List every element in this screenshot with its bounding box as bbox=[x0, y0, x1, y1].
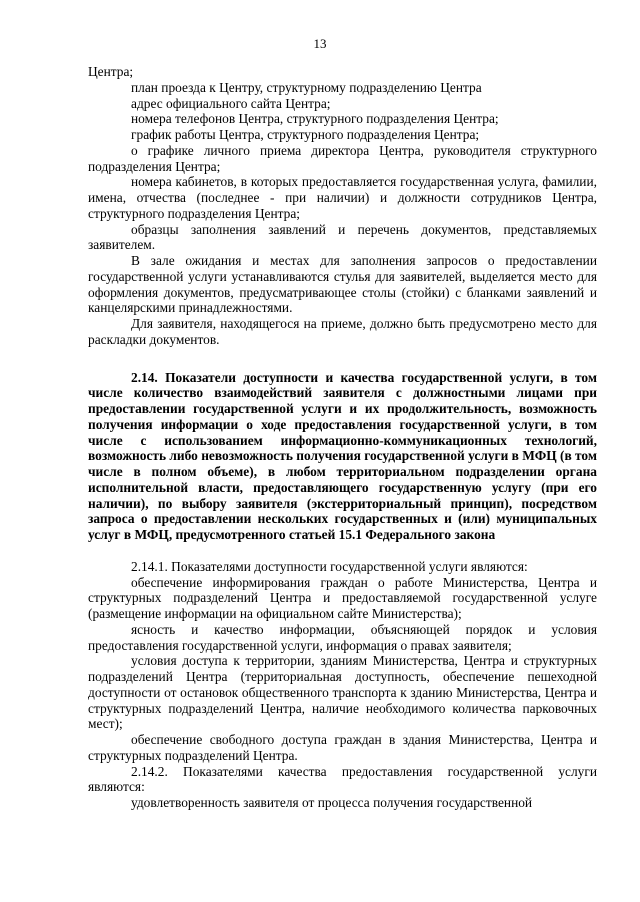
list-item-free-access: обеспечение свободного доступа граждан в здания Министерства, Центра и структурных подразделений Центра. bbox=[88, 732, 597, 763]
paragraph-waiting-area: В зале ожидания и местах для заполнения запросов о предоставлении государственной услуги устанавливаются стулья для заявителей, выделяется место для оформления документов, предусматривающее столы (стойки) с бланками заявлений и канцелярскими принадлежностями. bbox=[88, 253, 597, 316]
document-body bbox=[88, 64, 597, 811]
paragraph-2-14-1: 2.14.1. Показателями доступности государственной услуги являются: bbox=[131, 558, 528, 574]
list-item-reception-schedule: о графике личного приема директора Центра, руководителя структурного подразделения Центра; bbox=[88, 142, 597, 174]
paragraph-2-14-2: 2.14.2. Показателями качества предоставления государственной услуги являются: bbox=[88, 763, 597, 795]
list-item-directions-plan: план проезда к Центру, структурному подразделению Центра bbox=[131, 79, 482, 95]
paragraph-document-place: Для заявителя, находящегося на приеме, должно быть предусмотрено место для раскладки документов. bbox=[88, 316, 597, 347]
list-item-phone-numbers: номера телефонов Центра, структурного подразделения Центра; bbox=[131, 111, 499, 127]
list-item-application-samples: образцы заполнения заявлений и перечень документов, представляемых заявителем. bbox=[88, 221, 597, 253]
section-heading-2-14: 2.14. Показатели доступности и качества государственной услуги, в том числе количество взаимодействий заявителя с должностными лицами при предоставлении государственной услуги и их продолжительность, возможность получения информации о ходе предоставления государственной услуги, в том числе с использованием информационно-коммуникационных технологий, возможность либо невозможность получения государственной услуги в МФЦ (в том числе в полном объеме), в любом территориальном подразделении органа исполнительной власти, предоставляющего государственную услугу (при его наличии), по выбору заявителя (экстерриториальный принцип), посредством запроса о предоставлении нескольких государственных и (или) муниципальных услуг в МФЦ, предусмотренного статьей 15.1 Федерального закона bbox=[88, 369, 597, 542]
list-item-website-address: адрес официального сайта Центра; bbox=[131, 95, 331, 111]
list-item-clarity: ясность и качество информации, объясняющей порядок и условия предоставления государственной услуги, информация о правах заявителя; bbox=[88, 621, 597, 653]
list-item-work-schedule: график работы Центра, структурного подразделения Центра; bbox=[131, 127, 480, 142]
list-item-office-numbers: номера кабинетов, в которых предоставляется государственная услуга, фамилии, имена, отчества (последнее - при наличии) и должности сотрудников Центра, структурного подразделения Центра; bbox=[88, 174, 597, 221]
list-item-access-conditions: условия доступа к территории, зданиям Министерства, Центра и структурных подразделений Центра (территориальная доступность, обеспечение пешеходной доступности от остановок общественного транспорта к зданию Министерства, Центра и структурных подразделений Центра, наличие необходимого количества парковочных мест); bbox=[88, 653, 597, 732]
page-number: 13 bbox=[313, 36, 327, 51]
list-item-satisfaction: удовлетворенность заявителя от процесса получения государственной bbox=[131, 795, 533, 810]
list-item-informing: обеспечение информирования граждан о работе Министерства, Центра и структурных подразделений Центра и предоставляемой государственной услуге (размещение информации на официальном сайте Министерства); bbox=[88, 574, 597, 621]
paragraph-continuation: Центра; bbox=[88, 64, 134, 79]
